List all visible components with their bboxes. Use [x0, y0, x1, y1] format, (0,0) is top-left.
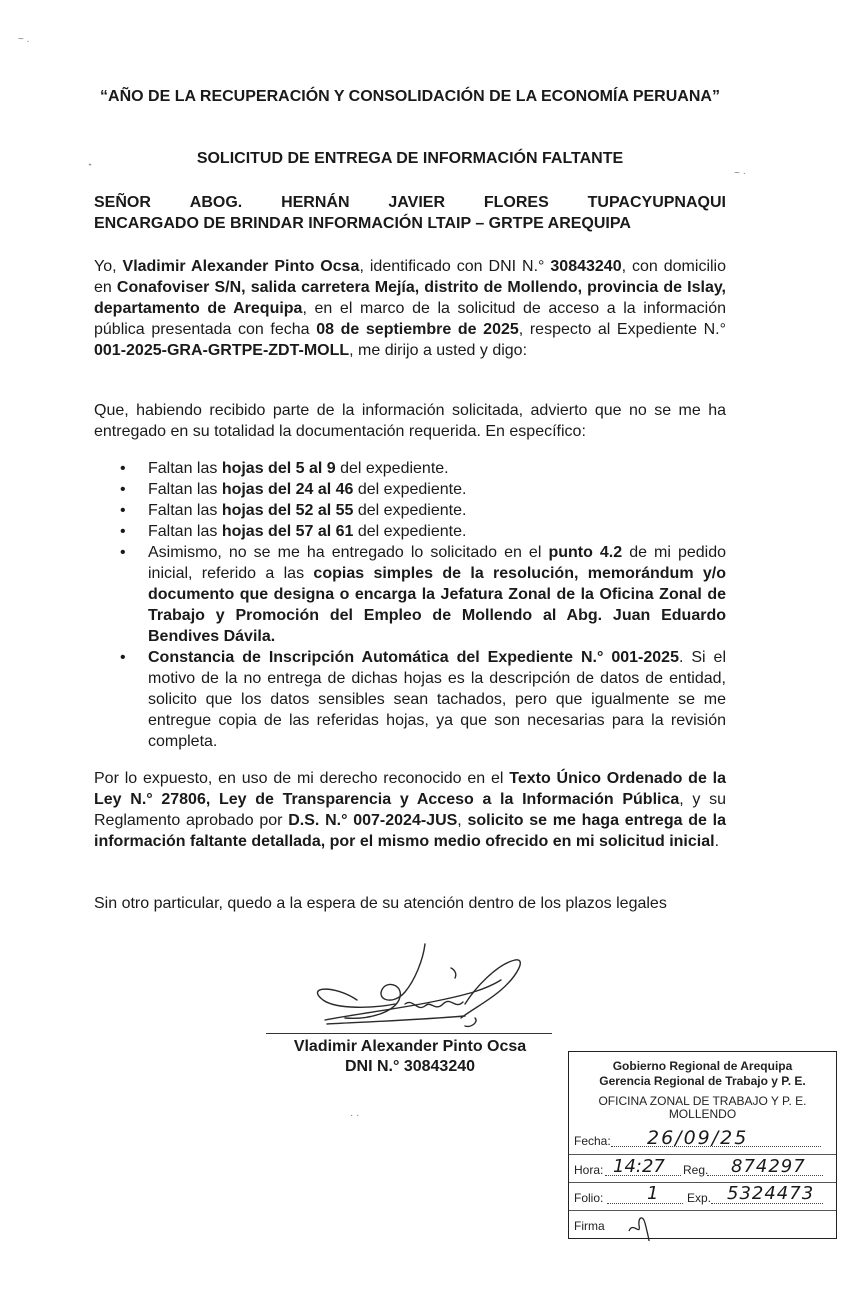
text-run: , con domicilio en: [94, 258, 727, 296]
text-run-bold: hojas del 57 al 61: [221, 523, 354, 540]
scan-speck: ᐩ: [88, 162, 92, 173]
stamp-label: Firma: [574, 1219, 605, 1233]
text-run: ,: [457, 812, 468, 829]
addressee-block: [94, 192, 726, 234]
addressee-word: HERNÁN: [281, 194, 350, 211]
addressee-word: TUPACYUPNAQUI: [587, 194, 726, 211]
stamp-exp-value: 5324473: [727, 1183, 815, 1204]
stamp-date-value: 26/09/25: [647, 1127, 749, 1149]
stamp-label: Hora:: [574, 1163, 604, 1177]
list-item: [148, 458, 726, 479]
addressee-role: ENCARGADO DE BRINDAR INFORMACIÓN LTAIP – GRTPE AREQUIPA: [94, 215, 631, 232]
text-run: Yo,: [94, 258, 123, 275]
addressee-word: SEÑOR: [94, 194, 151, 211]
text-run: de mi pedido inicial, referido a las: [148, 544, 727, 582]
addressee-name: [94, 192, 726, 213]
list-item: [148, 647, 726, 752]
text-run-bold: hojas del 52 al 55: [221, 502, 354, 519]
reception-stamp: [568, 1051, 837, 1239]
text-run: del expediente.: [335, 460, 449, 477]
scan-speck: · ·: [350, 1110, 360, 1121]
signatory-dni: DNI N.° 30843240: [344, 1058, 476, 1075]
text-run-bold: hojas del 5 al 9: [221, 460, 336, 477]
statement-paragraph: Que, habiendo recibido parte de la información solicitada, advierto que no se me ha entregado en su totalidad la documentación requerida. En específico:: [94, 402, 726, 440]
text-run: del expediente.: [353, 481, 467, 498]
text-run: Asimismo, no se me ha entregado lo solicitado en el: [148, 544, 549, 561]
decree-reference: D.S. N.° 007-2024-JUS: [288, 812, 458, 829]
list-item: [148, 500, 726, 521]
text-run: , en el marco de la solicitud de acceso a la información pública presentada con fecha: [94, 300, 726, 338]
text-run: Faltan las: [148, 523, 222, 540]
year-motto: “AÑO DE LA RECUPERACIÓN Y CONSOLIDACIÓN DE LA ECONOMÍA PERUANA”: [100, 88, 720, 105]
stamp-label: Folio:: [574, 1191, 604, 1205]
dotted-line: [607, 1203, 683, 1204]
list-item: [148, 542, 726, 647]
text-run: , respecto al Expediente N.°: [518, 321, 726, 338]
stamp-label: Fecha:: [574, 1134, 611, 1148]
text-run: Faltan las: [148, 481, 222, 498]
addressee-word: JAVIER: [388, 194, 445, 211]
signatory-block: [250, 1037, 570, 1077]
text-run: del expediente.: [353, 523, 467, 540]
stamp-office-line: OFICINA ZONAL DE TRABAJO Y P. E.: [598, 1094, 807, 1108]
closing-paragraph: Sin otro particular, quedo a la espera de su atención dentro de los plazos legales: [94, 895, 667, 912]
text-run-bold: copias simples de la resolución, memorándum y/o documento que designa o encarga la Jefatura Zonal de la Oficina Zonal de Trabajo y Promoción del Empleo de Mollendo al Abg. Juan Eduardo Bendives Dávila.: [148, 565, 727, 645]
applicant-dni: 30843240: [550, 258, 622, 275]
file-number: 001-2025-GRA-GRTPE-ZDT-MOLL: [94, 342, 350, 359]
stamp-header: [569, 1052, 836, 1089]
applicant-name: Vladimir Alexander Pinto Ocsa: [122, 258, 360, 275]
law-reference: Texto Único Ordenado de la Ley N.° 27806, Ley de Transparencia y Acceso a la Información Pública: [94, 770, 726, 808]
text-run-bold: punto 4.2: [548, 544, 623, 561]
stamp-row-fecha: [569, 1126, 836, 1152]
signature-line: [266, 1033, 552, 1034]
text-run: , identificado con DNI N.°: [359, 258, 551, 275]
stamp-row-firma: [569, 1210, 836, 1237]
stamp-office: [569, 1095, 836, 1121]
stamp-reg-value: 874297: [731, 1156, 806, 1177]
stamp-government: Gobierno Regional de Arequipa: [612, 1059, 793, 1073]
scan-speck: ~ .: [18, 34, 30, 45]
text-run: .: [714, 833, 720, 850]
signatory-name: Vladimir Alexander Pinto Ocsa: [293, 1038, 527, 1055]
document-title: SOLICITUD DE ENTREGA DE INFORMACIÓN FALTANTE: [196, 150, 624, 167]
text-run: . Si el motivo de la no entrega de dichas hojas es la descripción de datos de entidad, solicito que los datos sensibles sean tachados, pero que igualmente se me entregue copia de las referidas hojas, ya que son necesarias para la revisión completa.: [148, 649, 727, 750]
stamp-label: Reg.: [683, 1163, 709, 1177]
handwritten-signature: [265, 940, 555, 1032]
stamp-office-city: MOLLENDO: [668, 1107, 737, 1121]
list-item: [148, 479, 726, 500]
stamp-management: Gerencia Regional de Trabajo y P. E.: [599, 1074, 806, 1088]
request-statement: solicito se me haga entrega de la información faltante detallada, por el mismo medio ofrecido en mi solicitud inicial: [94, 812, 726, 850]
intro-paragraph: [94, 256, 726, 361]
stamp-initials: [619, 1211, 659, 1241]
text-run-bold: Constancia de Inscripción Automática del Expediente N.° 001-2025: [148, 649, 679, 666]
text-run: , me dirijo a usted y digo:: [349, 342, 528, 359]
stamp-row-folio: [569, 1182, 836, 1209]
text-run: del expediente.: [353, 502, 467, 519]
request-paragraph: [94, 768, 726, 852]
stamp-row-hora: [569, 1154, 836, 1181]
text-run-bold: hojas del 24 al 46: [221, 481, 354, 498]
addressee-word: FLORES: [483, 194, 549, 211]
scan-speck: ~ ·: [734, 168, 746, 179]
stamp-folio-value: 1: [647, 1183, 659, 1204]
text-run: , y su Reglamento aprobado por: [94, 791, 727, 829]
applicant-address: Conafoviser S/N, salida carretera Mejía, distrito de Mollendo, provincia de Islay, departamento de Arequipa: [94, 279, 726, 317]
list-item: [148, 521, 726, 542]
missing-items-list: [94, 458, 726, 752]
text-run: Faltan las: [148, 460, 222, 477]
stamp-label: Exp.: [687, 1191, 712, 1205]
stamp-hour-value: 14:27: [613, 1156, 665, 1177]
addressee-word: ABOG.: [189, 194, 243, 211]
text-run: Por lo expuesto, en uso de mi derecho reconocido en el: [94, 770, 510, 787]
text-run: Faltan las: [148, 502, 222, 519]
request-date: 08 de septiembre de 2025: [316, 321, 519, 338]
